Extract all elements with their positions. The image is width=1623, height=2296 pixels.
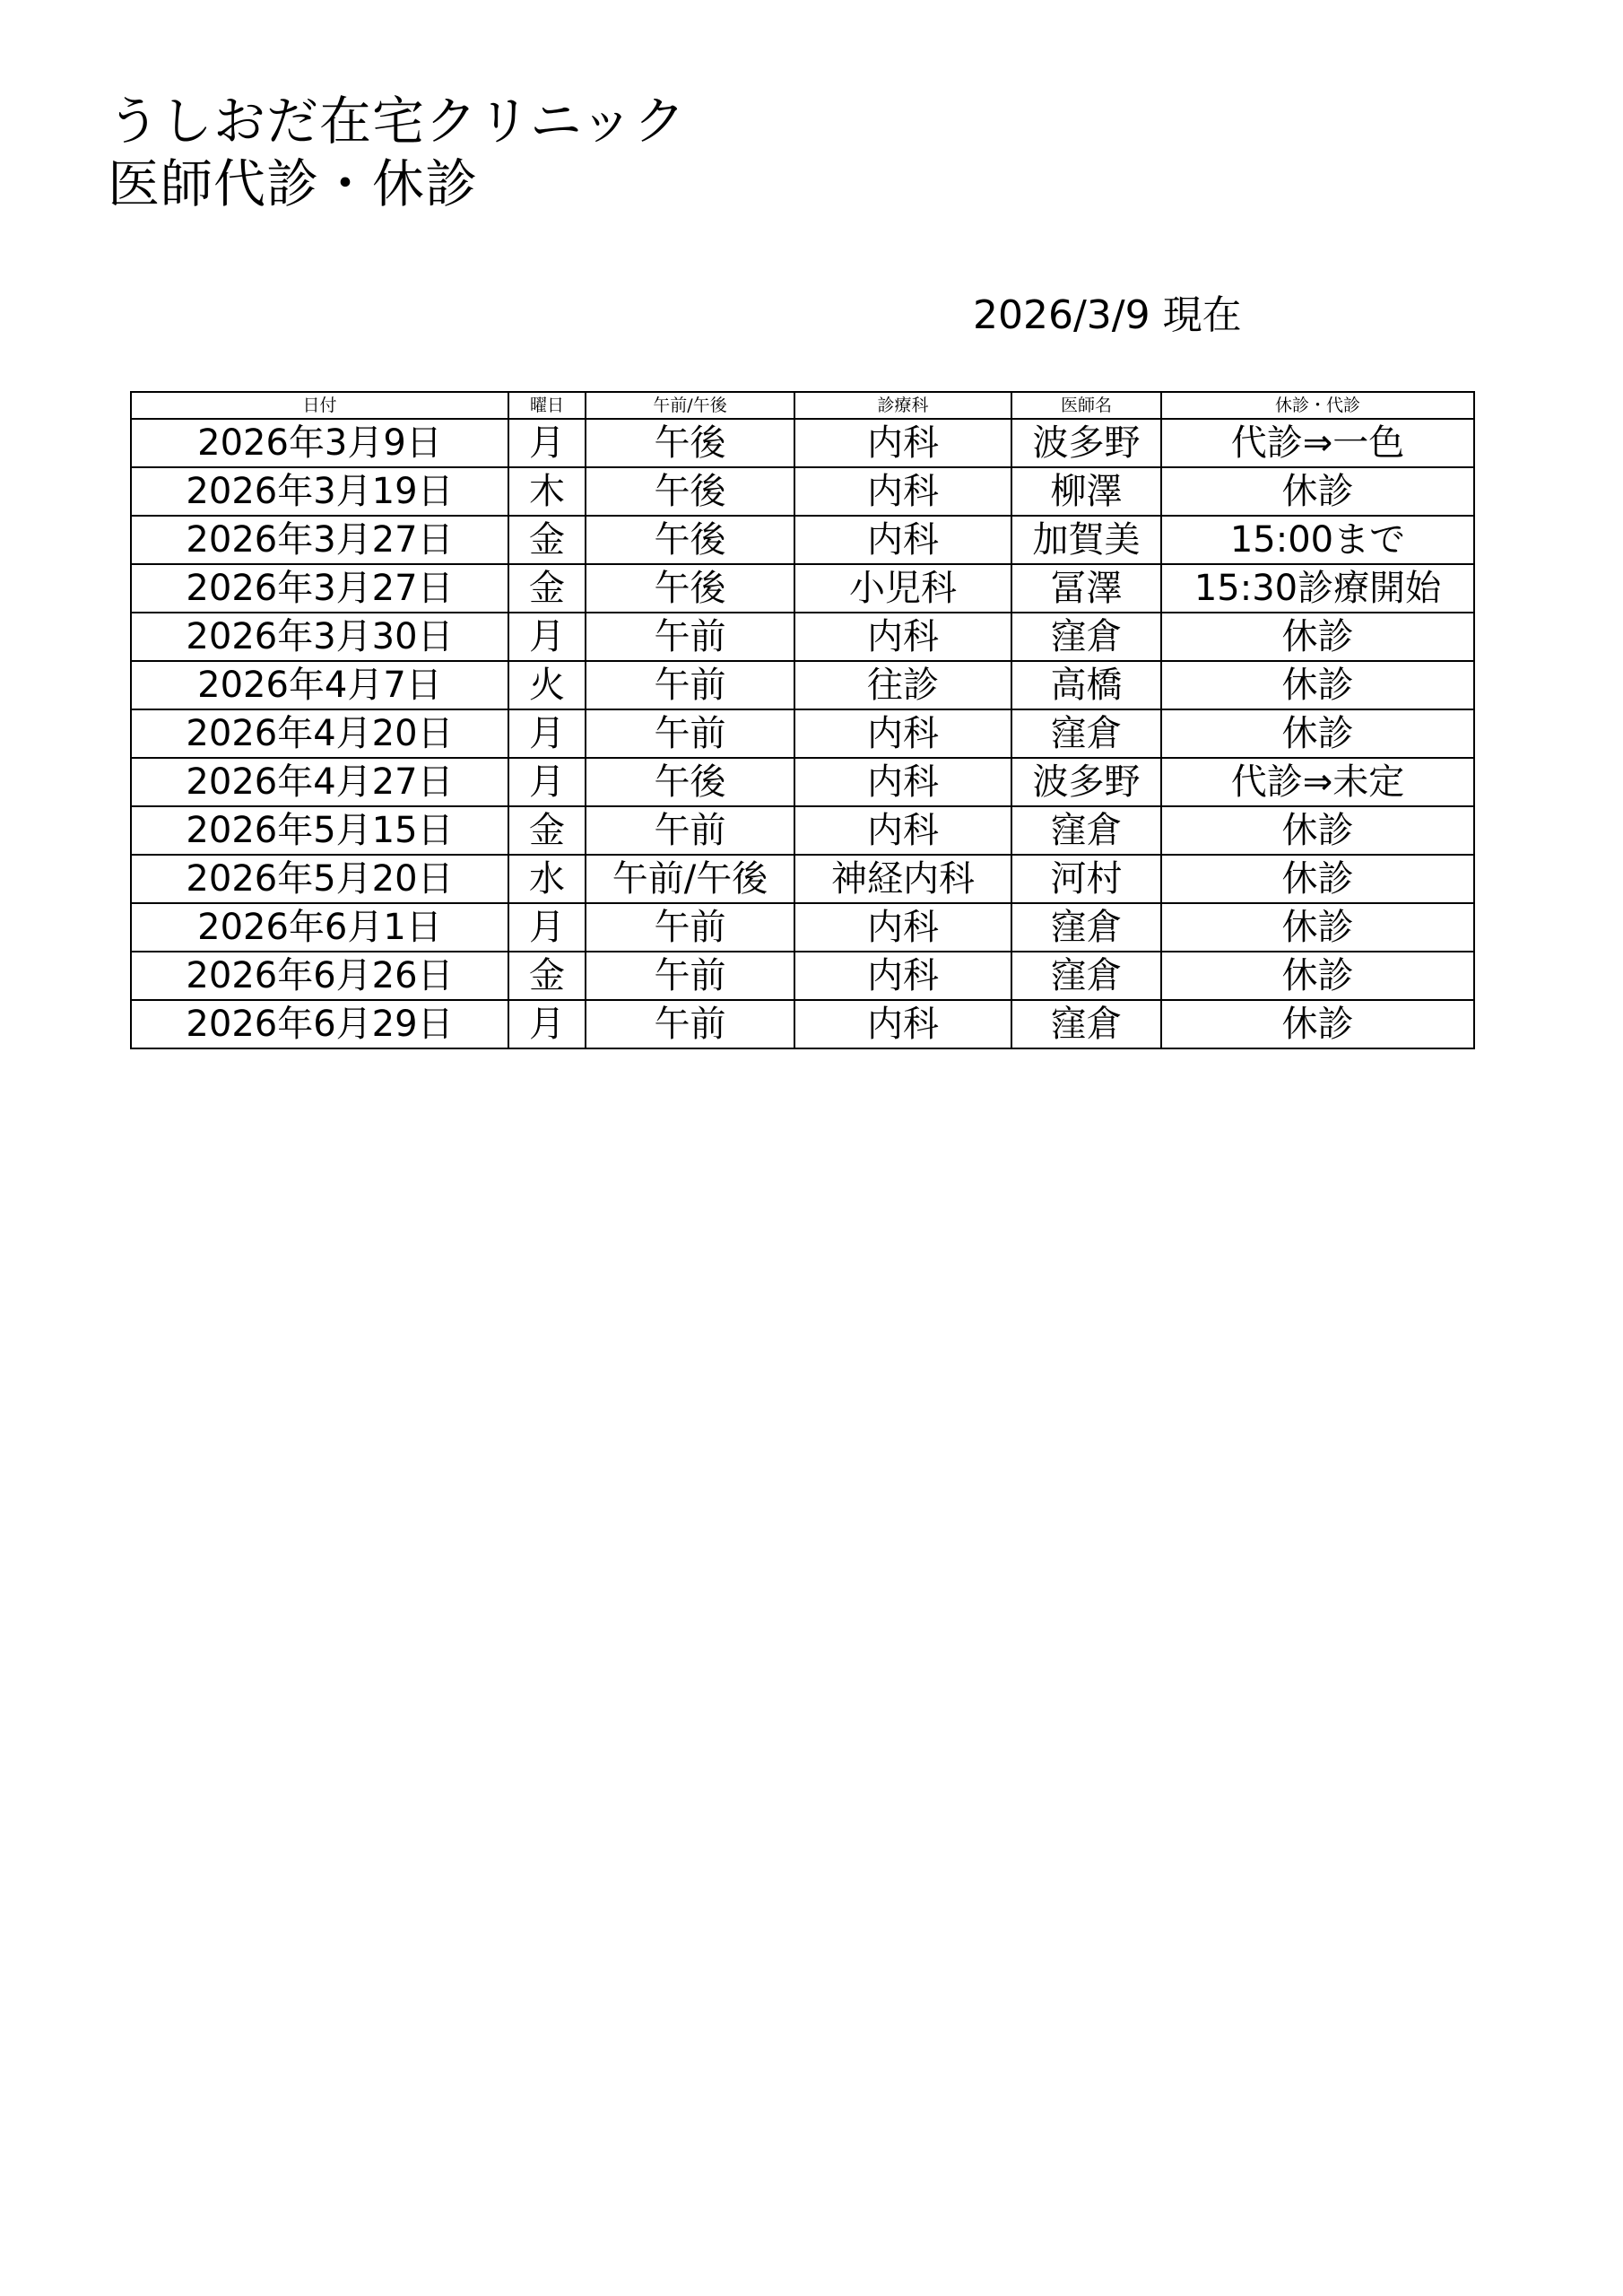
cell-doctor: 窪倉 <box>1011 613 1161 661</box>
cell-doctor: 波多野 <box>1011 758 1161 806</box>
cell-day: 月 <box>508 1000 586 1048</box>
cell-doctor: 窪倉 <box>1011 709 1161 758</box>
cell-doctor: 窪倉 <box>1011 952 1161 1000</box>
table-row <box>131 613 1474 661</box>
cell-doctor: 加賀美 <box>1011 516 1161 564</box>
cell-status: 休診 <box>1161 613 1474 661</box>
schedule-table <box>130 391 1475 1049</box>
cell-day: 金 <box>508 564 586 613</box>
header-ampm: 午前/午後 <box>586 392 794 419</box>
table-row <box>131 855 1474 903</box>
cell-dept: 内科 <box>794 419 1011 467</box>
cell-day: 火 <box>508 661 586 709</box>
cell-doctor: 窪倉 <box>1011 903 1161 952</box>
cell-ampm: 午前 <box>586 709 794 758</box>
cell-doctor: 高橋 <box>1011 661 1161 709</box>
cell-date: 2026年4月20日 <box>131 709 508 758</box>
header-status: 休診・代診 <box>1161 392 1474 419</box>
cell-date: 2026年4月7日 <box>131 661 508 709</box>
cell-date: 2026年6月29日 <box>131 1000 508 1048</box>
cell-dept: 小児科 <box>794 564 1011 613</box>
cell-day: 月 <box>508 758 586 806</box>
cell-day: 金 <box>508 806 586 855</box>
cell-day: 木 <box>508 467 586 516</box>
header-date: 日付 <box>131 392 508 419</box>
cell-date: 2026年5月15日 <box>131 806 508 855</box>
cell-status: 休診 <box>1161 1000 1474 1048</box>
cell-dept: 内科 <box>794 467 1011 516</box>
cell-ampm: 午後 <box>586 564 794 613</box>
table-row <box>131 467 1474 516</box>
cell-day: 月 <box>508 613 586 661</box>
cell-status: 代診⇒未定 <box>1161 758 1474 806</box>
cell-ampm: 午後 <box>586 516 794 564</box>
cell-day: 金 <box>508 952 586 1000</box>
cell-day: 月 <box>508 419 586 467</box>
cell-doctor: 窪倉 <box>1011 806 1161 855</box>
cell-dept: 内科 <box>794 903 1011 952</box>
cell-status: 休診 <box>1161 855 1474 903</box>
cell-dept: 内科 <box>794 613 1011 661</box>
cell-date: 2026年3月27日 <box>131 516 508 564</box>
cell-ampm: 午前 <box>586 903 794 952</box>
cell-doctor: 柳澤 <box>1011 467 1161 516</box>
cell-day: 金 <box>508 516 586 564</box>
cell-dept: 内科 <box>794 1000 1011 1048</box>
header-dept: 診療科 <box>794 392 1011 419</box>
table-row <box>131 806 1474 855</box>
table-header-row <box>131 392 1474 419</box>
cell-ampm: 午前 <box>586 952 794 1000</box>
as-of-date: 2026/3/9 現在 <box>973 292 1242 338</box>
cell-status: 休診 <box>1161 952 1474 1000</box>
cell-day: 月 <box>508 903 586 952</box>
cell-ampm: 午前 <box>586 613 794 661</box>
page-title-block <box>108 90 687 215</box>
cell-date: 2026年6月1日 <box>131 903 508 952</box>
cell-ampm: 午前/午後 <box>586 855 794 903</box>
cell-dept: 内科 <box>794 709 1011 758</box>
cell-dept: 内科 <box>794 806 1011 855</box>
cell-day: 水 <box>508 855 586 903</box>
cell-ampm: 午前 <box>586 661 794 709</box>
cell-dept: 内科 <box>794 516 1011 564</box>
cell-ampm: 午後 <box>586 419 794 467</box>
table-row <box>131 1000 1474 1048</box>
cell-day: 月 <box>508 709 586 758</box>
cell-dept: 内科 <box>794 952 1011 1000</box>
cell-ampm: 午後 <box>586 758 794 806</box>
cell-dept: 神経内科 <box>794 855 1011 903</box>
cell-date: 2026年5月20日 <box>131 855 508 903</box>
cell-ampm: 午前 <box>586 806 794 855</box>
cell-date: 2026年3月19日 <box>131 467 508 516</box>
cell-status: 15:30診療開始 <box>1161 564 1474 613</box>
cell-doctor: 河村 <box>1011 855 1161 903</box>
cell-status: 休診 <box>1161 903 1474 952</box>
cell-date: 2026年3月27日 <box>131 564 508 613</box>
clinic-name: うしおだ在宅クリニック <box>108 91 687 152</box>
cell-status: 代診⇒一色 <box>1161 419 1474 467</box>
cell-date: 2026年3月30日 <box>131 613 508 661</box>
cell-dept: 内科 <box>794 758 1011 806</box>
table-body <box>131 419 1474 1048</box>
table-row <box>131 758 1474 806</box>
cell-dept: 往診 <box>794 661 1011 709</box>
cell-status: 休診 <box>1161 467 1474 516</box>
cell-date: 2026年3月9日 <box>131 419 508 467</box>
table-row <box>131 661 1474 709</box>
table-row <box>131 709 1474 758</box>
cell-status: 15:00まで <box>1161 516 1474 564</box>
cell-status: 休診 <box>1161 661 1474 709</box>
cell-ampm: 午後 <box>586 467 794 516</box>
cell-date: 2026年6月26日 <box>131 952 508 1000</box>
cell-status: 休診 <box>1161 709 1474 758</box>
cell-ampm: 午前 <box>586 1000 794 1048</box>
cell-doctor: 冨澤 <box>1011 564 1161 613</box>
header-day: 曜日 <box>508 392 586 419</box>
cell-status: 休診 <box>1161 806 1474 855</box>
table-row <box>131 903 1474 952</box>
table-row <box>131 564 1474 613</box>
table-row <box>131 952 1474 1000</box>
cell-doctor: 波多野 <box>1011 419 1161 467</box>
table-row <box>131 419 1474 467</box>
header-doctor: 医師名 <box>1011 392 1161 419</box>
cell-date: 2026年4月27日 <box>131 758 508 806</box>
page-title: 医師代診・休診 <box>108 153 479 214</box>
cell-doctor: 窪倉 <box>1011 1000 1161 1048</box>
table-row <box>131 516 1474 564</box>
